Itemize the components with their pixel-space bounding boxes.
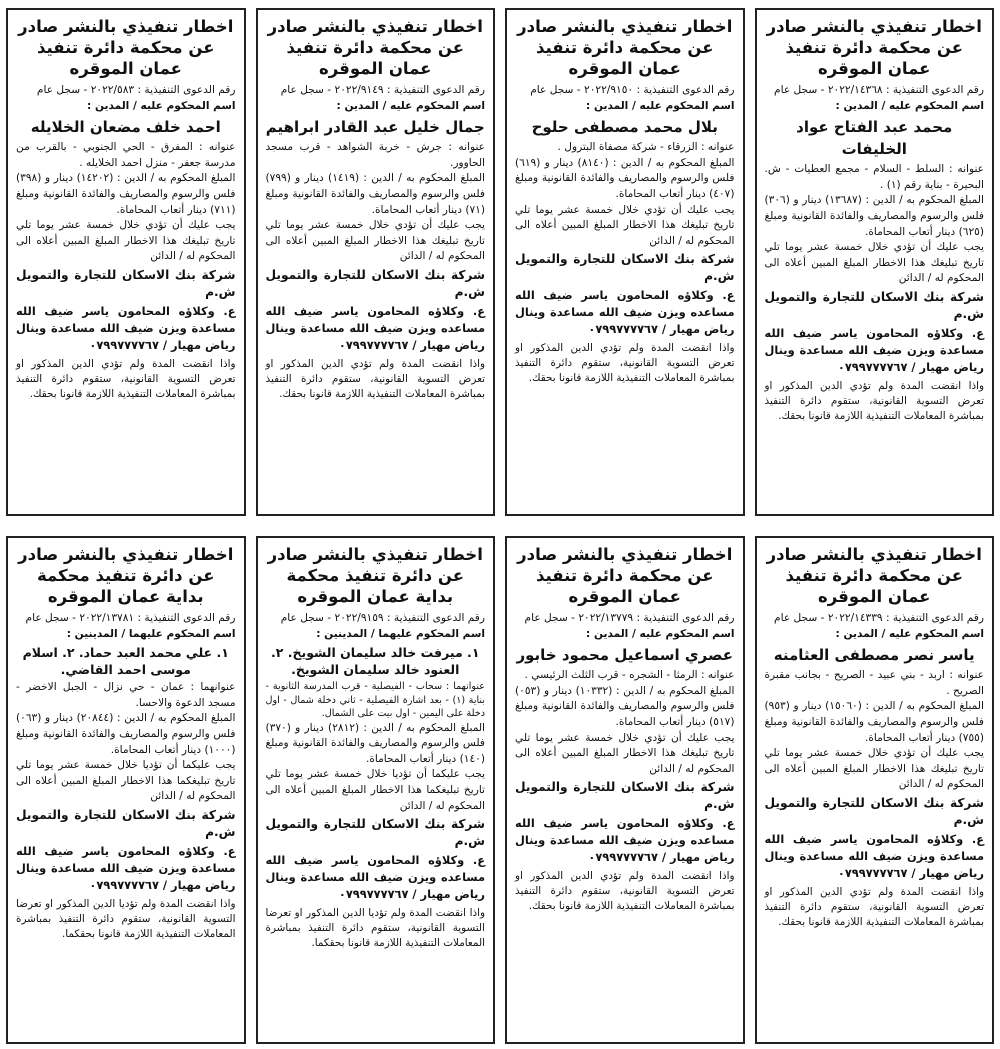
judgment-amount: المبلغ المحكوم به / الدين : (٢٠٨٤٤) دينار و (٠٦٣) فلس والرسوم والمصاريف والفائدة القانونية ومبلغ (١٠٠٠) دينار أتعاب المحاماة.: [16, 712, 236, 756]
payment-deadline: يجب عليك أن تؤدي خلال خمسة عشر يوما تلي تاريخ تبليغك هذا الاخطار المبلغ المبين أعلاه الى المحكوم له / الدائن: [16, 219, 236, 263]
notice-card: [6, 8, 246, 516]
debtor-label: اسم المحكوم عليه / المدين :: [835, 99, 984, 112]
payment-deadline: يجب عليك أن تؤدي خلال خمسة عشر يوما تلي تاريخ تبليغك هذا الاخطار المبلغ المبين أعلاه الى المحكوم له / الدائن: [515, 731, 735, 775]
notice-footer: واذا انقضت المدة ولم تؤدي الدين المذكور او تعرض التسوية القانونية، ستقوم دائرة التنفيذ بمباشرة المعاملات التنفيذية اللازمة قانونا بحقك.: [515, 870, 735, 913]
lawyers-contact: ع. وكلاؤه المحامون ياسر ضيف الله مساعده ويزن ضيف الله مساعدة وينال رياض مهيار / ٠٧٩٩٧٧٧٧٦٧: [265, 303, 485, 352]
debtor-label: اسم المحكوم عليه / المدين :: [835, 627, 984, 640]
debtor-address: عنوانهما : عمان - حي نزال - الجبل الاخضر - مسجد الدعوة والاحسا.: [16, 681, 236, 709]
case-number: رقم الدعوى التنفيذية : ٢٠٢٢/١٤٣٣٩ - سجل عام: [774, 612, 984, 624]
lawyers-contact: ع. وكلاؤه المحامون ياسر ضيف الله مساعده ويزن ضيف الله مساعدة وينال رياض مهيار / ٠٧٩٩٧٧٧٧٦٧: [515, 816, 735, 865]
lawyers-contact: ع. وكلاؤه المحامون ياسر ضيف الله مساعدة ويزن ضيف الله مساعدة وينال رياض مهيار / ٠٧٩٩٧٧٧٧٦٧: [16, 843, 236, 892]
judgment-amount: المبلغ المحكوم به / الدين : (١٤١٩) دينار و (٧٩٩) فلس والرسوم والمصاريف والفائدة القانونية ومبلغ (٧١) دينار أتعاب المحاماة.: [265, 172, 485, 216]
debtor-address: عنوانه : اربد - بني عبيد - الصريح - بجانب مقبرة الصريح .: [764, 669, 984, 697]
notice-title: اخطار تنفيذي بالنشر صادر عن محكمة دائرة تنفيذ عمان الموقره: [18, 17, 234, 78]
debtor-label: اسم المحكوم عليه / المدين :: [586, 99, 735, 112]
debtor-label: اسم المحكوم عليه / المدين :: [586, 627, 735, 640]
debtor-address: عنوانه : جرش - خربة الشواهد - قرب مسجد الحاوور.: [265, 141, 485, 169]
notice-footer: واذا انقضت المدة ولم تؤديا الدين المذكور او تعرضا التسوية القانونية، ستقوم دائرة التنفيذ بمباشرة المعاملات التنفيذية اللازمة قانونا بحقكما.: [265, 907, 485, 950]
debtor-name: ياسر نصر مصطفى العثامنه: [773, 646, 975, 665]
notices-grid: [6, 8, 994, 1044]
notice-card: [256, 8, 496, 516]
notice-card: [755, 536, 995, 1044]
notice-title: اخطار تنفيذي بالنشر صادر عن محكمة دائرة تنفيذ عمان الموقره: [766, 17, 982, 78]
creditor-name: شركة بنك الاسكان للتجارة والتمويل ش.م: [265, 267, 485, 299]
notice-footer: واذا انقضت المدة ولم تؤدي الدين المذكور او تعرض التسوية القانونية، ستقوم دائرة التنفيذ بمباشرة المعاملات التنفيذية اللازمة قانونا بحقك.: [515, 342, 735, 385]
lawyers-contact: ع. وكلاؤه المحامون ياسر ضيف الله مساعده ويزن ضيف الله مساعدة وينال رياض مهيار / ٠٧٩٩٧٧٧٧٦٧: [515, 288, 735, 337]
debtor-label: اسم المحكوم عليه / المدين :: [87, 99, 236, 112]
case-number: رقم الدعوى التنفيذية : ٢٠٢٢/١٣٧٨١ - سجل عام: [25, 612, 236, 624]
payment-deadline: يجب عليك أن تؤدي خلال خمسة عشر يوما تلي تاريخ تبليغك هذا الاخطار المبلغ المبين أعلاه الى المحكوم له / الدائن: [265, 219, 485, 263]
debtor-name: جمال خليل عبد القادر ابراهيم: [265, 118, 485, 137]
case-number: رقم الدعوى التنفيذية : ٢٠٢٢/١٣٧٧٩ - سجل عام: [524, 612, 735, 624]
creditor-name: شركة بنك الاسكان للتجارة والتمويل ش.م: [265, 817, 485, 849]
notice-footer: واذا انقضت المدة ولم تؤدي الدين المذكور او تعرض التسوية القانونية، ستقوم دائرة التنفيذ بمباشرة المعاملات التنفيذية اللازمة قانونا بحقك.: [16, 357, 236, 400]
case-number: رقم الدعوى التنفيذية : ٢٠٢٢/٩١٥٠ - سجل عام: [530, 84, 735, 96]
notice-card: [505, 536, 745, 1044]
payment-deadline: يجب عليك أن تؤدي خلال خمسة عشر يوما تلي تاريخ تبليغك هذا الاخطار المبلغ المبين أعلاه الى المحكوم له / الدائن: [764, 241, 984, 285]
debtor-name: عصري اسماعيل محمود خابور: [516, 646, 733, 665]
notice-card: [755, 8, 995, 516]
judgment-amount: المبلغ المحكوم به / الدين : (١٥٠٦٠) دينار و (٩٥٣) فلس والرسوم والمصاريف والفائدة القانونية ومبلغ (٧٥٥) دينار أتعاب المحاماة.: [764, 700, 984, 744]
payment-deadline: يجب عليك أن تؤدي خلال خمسة عشر يوما تلي تاريخ تبليغك هذا الاخطار المبلغ المبين أعلاه الى المحكوم له / الدائن: [515, 203, 735, 247]
creditor-name: شركة بنك الاسكان للتجارة والتمويل ش.م: [16, 807, 236, 839]
notice-footer: واذا انقضت المدة ولم تؤدي الدين المذكور او تعرض التسوية القانونية، ستقوم دائرة التنفيذ بمباشرة المعاملات التنفيذية اللازمة قانونا بحقك.: [764, 885, 984, 928]
payment-deadline: يجب عليكما أن تؤديا خلال خمسة عشر يوما تلي تاريخ تبليغكما هذا الاخطار المبلغ المبين أعلاه الى المحكوم له / الدائن: [265, 768, 485, 812]
notice-title: اخطار تنفيذي بالنشر صادر عن محكمة دائرة تنفيذ عمان الموقره: [766, 545, 982, 606]
creditor-name: شركة بنك الاسكان للتجارة والتمويل ش.م: [16, 267, 236, 299]
case-number: رقم الدعوى التنفيذية : ٢٠٢٢/٩١٥٩ - سجل عام: [280, 612, 485, 624]
notice-title: اخطار تنفيذي بالنشر صادر عن محكمة دائرة تنفيذ عمان الموقره: [267, 17, 483, 78]
creditor-name: شركة بنك الاسكان للتجارة والتمويل ش.م: [515, 252, 735, 284]
debtor-label: اسم المحكوم عليهما / المدينين :: [66, 627, 236, 640]
case-number: رقم الدعوى التنفيذية : ٢٠٢٢/٩١٤٩ - سجل عام: [280, 84, 485, 96]
lawyers-contact: ع. وكلاؤه المحامون ياسر ضيف الله مساعده ويزن ضيف الله مساعدة وينال رياض مهيار / ٠٧٩٩٧٧٧٧٦٧: [265, 853, 485, 902]
notice-card: [256, 536, 496, 1044]
debtor-address: عنوانه : السلط - السلام - مجمع العطيات - ش. البحيرة - بناية رقم (١) .: [764, 163, 984, 191]
debtor-address: عنوانه : المفرق - الحي الجنوبي - بالقرب من مدرسة جعفر - منزل احمد الخلايله .: [16, 141, 236, 169]
debtor-address: عنوانهما : سحاب - الفيصلية - قرب المدرسة الثانوية - بناية (١) - بعد اشارة الفيصلية - ثاني دخلة شمال - اول دخلة على اليمين - اول بيت على الشمال.: [265, 681, 485, 720]
lawyers-contact: ع. وكلاؤه المحامون ياسر ضيف الله مساعدة ويزن ضيف الله مساعدة وينال رياض مهيار / ٠٧٩٩٧٧٧٧٦٧: [16, 303, 236, 352]
judgment-amount: المبلغ المحكوم به / الدين : (١٣٦٨٧) دينار و (٣٠٦) فلس والرسوم والمصاريف والفائدة القانونية ومبلغ (٦٢٥) دينار أتعاب المحاماة.: [764, 194, 984, 238]
judgment-amount: المبلغ المحكوم به / الدين : (٢٨١٢) دينار و (٣٧٠) فلس والرسوم والمصاريف والفائدة القانونية ومبلغ (١٤٠) دينار أتعاب المحاماة.: [265, 721, 485, 765]
lawyers-contact: ع. وكلاؤه المحامون ياسر ضيف الله مساعدة ويزن ضيف الله مساعدة وينال رياض مهيار / ٠٧٩٩٧٧٧٧٦٧: [764, 831, 984, 880]
debtor-address: عنوانه : الرمثا - الشجره - قرب الثلث الرئيسي .: [524, 669, 735, 682]
creditor-name: شركة بنك الاسكان للتجارة والتمويل ش.م: [764, 289, 984, 321]
notice-title: اخطار تنفيذي بالنشر صادر عن محكمة دائرة تنفيذ عمان الموقره: [517, 545, 733, 606]
notice-card: [6, 536, 246, 1044]
debtor-name: محمد عبد الفتاح عواد الخليفات: [796, 118, 953, 159]
payment-deadline: يجب عليكما أن تؤديا خلال خمسة عشر يوما تلي تاريخ تبليغكما هذا الاخطار المبلغ المبين أعلاه الى المحكوم له / الدائن: [16, 759, 236, 803]
notice-title: اخطار تنفيذي بالنشر صادر عن دائرة تنفيذ محكمة بداية عمان الموقره: [18, 545, 234, 606]
lawyers-contact: ع. وكلاؤه المحامون ياسر ضيف الله مساعدة ويزن ضيف الله مساعدة وينال رياض مهيار / ٠٧٩٩٧٧٧٧٦٧: [764, 325, 984, 374]
creditor-name: شركة بنك الاسكان للتجارة والتمويل ش.م: [764, 795, 984, 827]
notice-card: [505, 8, 745, 516]
notice-title: اخطار تنفيذي بالنشر صادر عن محكمة دائرة تنفيذ عمان الموقره: [517, 17, 733, 78]
debtor-label: اسم المحكوم عليهما / المدينين :: [316, 627, 485, 640]
debtor-names: ١. ميرفت خالد سليمان الشويخ. ٢. العنود خالد سليمان الشويخ.: [271, 645, 480, 678]
case-number: رقم الدعوى التنفيذية : ٢٠٢٢/١٤٣٦٨ - سجل عام: [774, 84, 984, 96]
notice-footer: واذا انقضت المدة ولم تؤديا الدين المذكور او تعرضا التسوية القانونية، ستقوم دائرة التنفيذ بمباشرة المعاملات التنفيذية اللازمة قانونا بحقكما.: [16, 897, 236, 940]
notice-title: اخطار تنفيذي بالنشر صادر عن دائرة تنفيذ محكمة بداية عمان الموقره: [267, 545, 483, 606]
case-number: رقم الدعوى التنفيذية : ٢٠٢٢/٥٨٣ - سجل عام: [36, 84, 236, 96]
debtor-address: عنوانه : الزرقاء - شركة مصفاة البترول .: [557, 141, 735, 154]
debtor-name: احمد خلف مضعان الخلايله: [30, 118, 221, 137]
debtor-names: ١. علي محمد العبد حماد. ٢. اسلام موسى احمد القاضي.: [22, 645, 229, 678]
notice-footer: واذا انقضت المدة ولم تؤدي الدين المذكور او تعرض التسوية القانونية، ستقوم دائرة التنفيذ بمباشرة المعاملات التنفيذية اللازمة قانونا بحقك.: [265, 357, 485, 400]
judgment-amount: المبلغ المحكوم به / الدين : (١٤٢٠٢) دينار و (٣٩٨) فلس والرسوم والمصاريف والفائدة القانونية ومبلغ (٧١١) دينار أتعاب المحاماة.: [16, 172, 236, 216]
debtor-name: بلال محمد مصطفى حلوح: [531, 118, 718, 137]
creditor-name: شركة بنك الاسكان للتجارة والتمويل ش.م: [515, 780, 735, 812]
payment-deadline: يجب عليك أن تؤدي خلال خمسة عشر يوما تلي تاريخ تبليغك هذا الاخطار المبلغ المبين أعلاه الى المحكوم له / الدائن: [764, 747, 984, 791]
debtor-label: اسم المحكوم عليه / المدين :: [336, 99, 485, 112]
judgment-amount: المبلغ المحكوم به / الدين : (١٠٣٣٢) دينار و (٠٥٣) فلس والرسوم والمصاريف والفائدة القانونية ومبلغ (٥١٧) دينار أتعاب المحاماة.: [515, 684, 735, 728]
judgment-amount: المبلغ المحكوم به / الدين : (٨١٤٠) دينار و (٦١٩) فلس والرسوم والمصاريف والفائدة القانونية ومبلغ (٤٠٧) دينار أتعاب المحاماة.: [515, 156, 735, 200]
notice-footer: واذا انقضت المدة ولم تؤدي الدين المذكور او تعرض التسوية القانونية، ستقوم دائرة التنفيذ بمباشرة المعاملات التنفيذية اللازمة قانونا بحقك.: [764, 379, 984, 422]
